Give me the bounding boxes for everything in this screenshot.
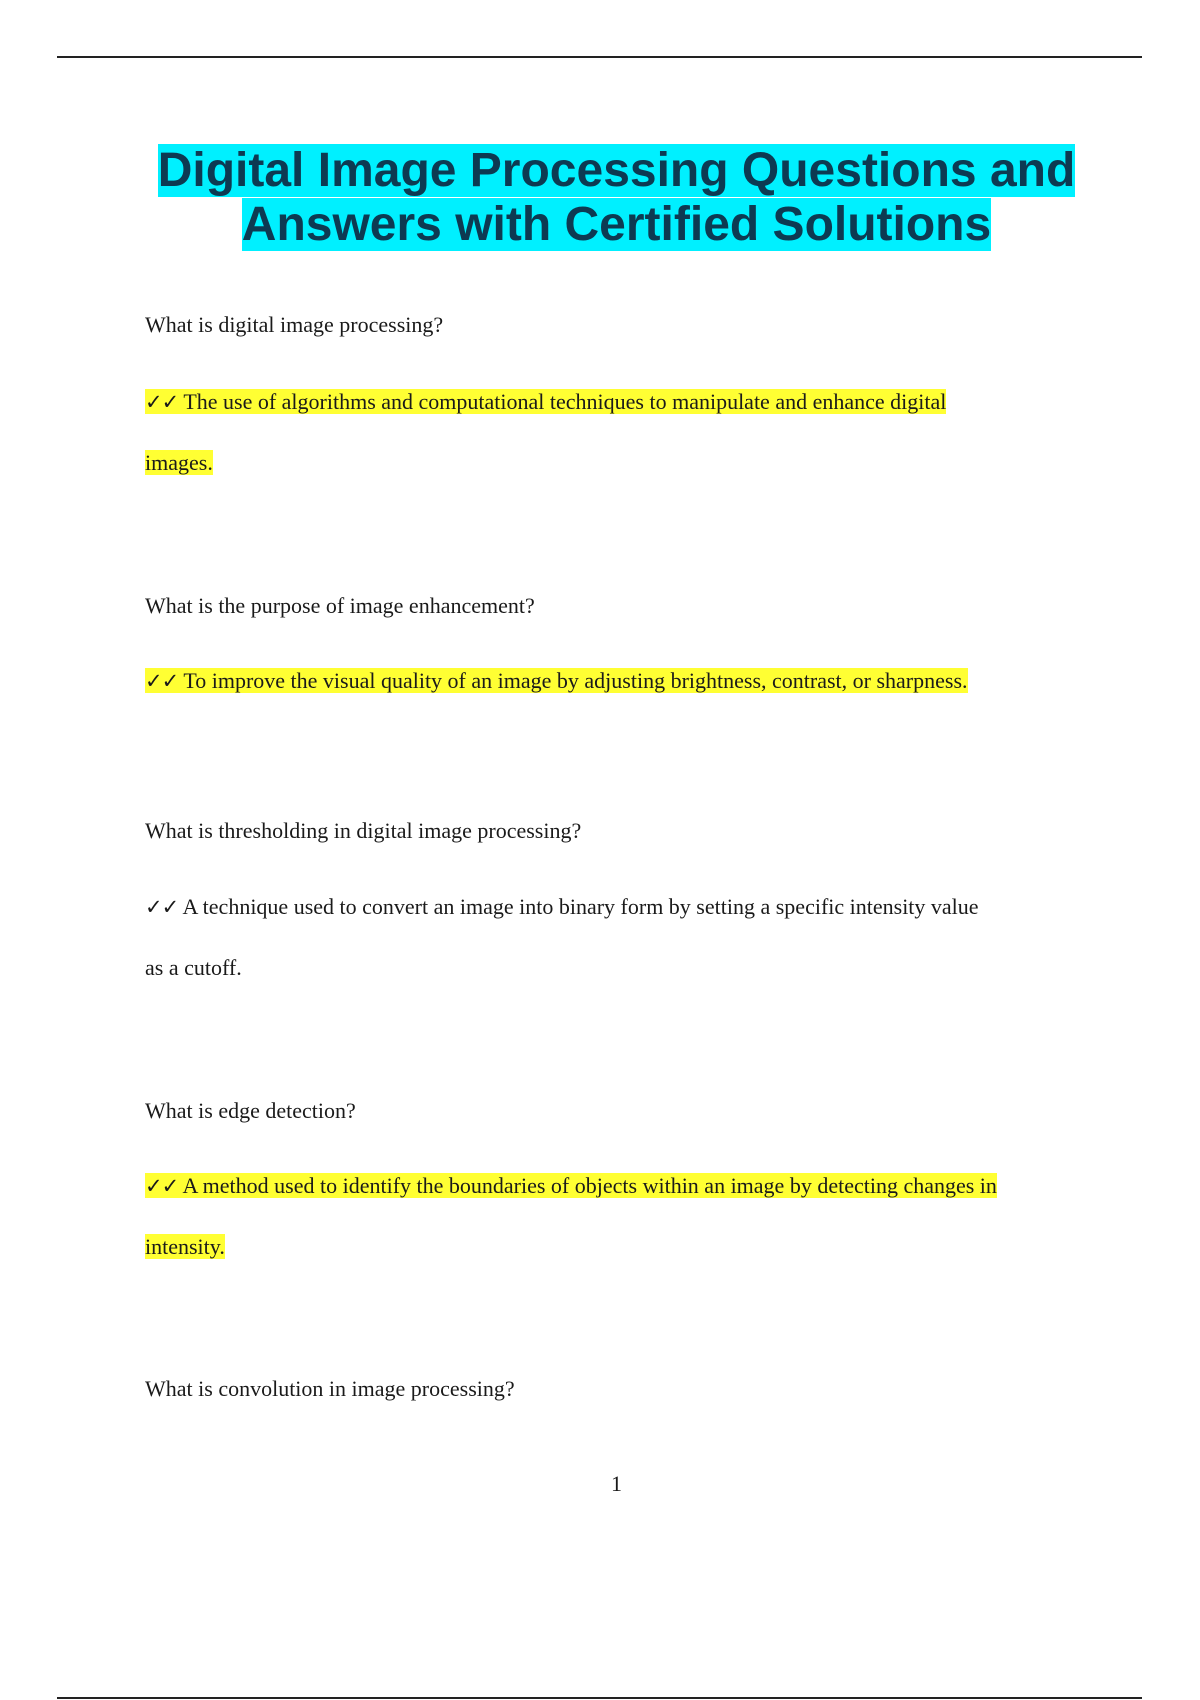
document-title-line-2: Answers with Certified Solutions bbox=[241, 198, 992, 251]
question-4: What is edge detection? bbox=[145, 1098, 356, 1123]
document-title bbox=[0, 144, 1200, 252]
double-check-icon: ✓✓ bbox=[145, 1174, 179, 1198]
answer-4-line-1 bbox=[145, 1172, 997, 1200]
answer-3-text-1: A technique used to convert an image into binary form by setting a specific intensity value bbox=[182, 894, 979, 919]
question-1: What is digital image processing? bbox=[145, 312, 444, 337]
question-5: What is convolution in image processing? bbox=[145, 1376, 515, 1401]
question-2: What is the purpose of image enhancement? bbox=[145, 593, 535, 618]
answer-3-line-1 bbox=[145, 893, 979, 921]
answer-1-line-2 bbox=[145, 449, 213, 477]
answer-4-line-2 bbox=[145, 1233, 225, 1261]
answer-2-line-1 bbox=[145, 667, 968, 695]
answer-2-text-1: To improve the visual quality of an image by adjusting brightness, contrast, or sharpness. bbox=[183, 668, 968, 693]
double-check-icon: ✓✓ bbox=[145, 895, 179, 919]
double-check-icon: ✓✓ bbox=[145, 390, 179, 414]
header-rule bbox=[57, 56, 1142, 58]
answer-4-text-1: A method used to identify the boundaries of objects within an image by detecting changes in bbox=[182, 1173, 997, 1198]
document-title-line-1: Digital Image Processing Questions and bbox=[157, 144, 1076, 197]
answer-1-text-1: The use of algorithms and computational techniques to manipulate and enhance digital bbox=[183, 389, 947, 414]
footer-rule bbox=[57, 1697, 1142, 1699]
question-3: What is thresholding in digital image processing? bbox=[145, 818, 582, 843]
answer-3-line-2: as a cutoff. bbox=[145, 955, 242, 980]
answer-1-text-2: images. bbox=[145, 450, 213, 475]
double-check-icon: ✓✓ bbox=[145, 669, 179, 693]
answer-1-line-1 bbox=[145, 388, 946, 416]
page-number: 1 bbox=[611, 1471, 622, 1496]
answer-4-text-2: intensity. bbox=[145, 1234, 225, 1259]
